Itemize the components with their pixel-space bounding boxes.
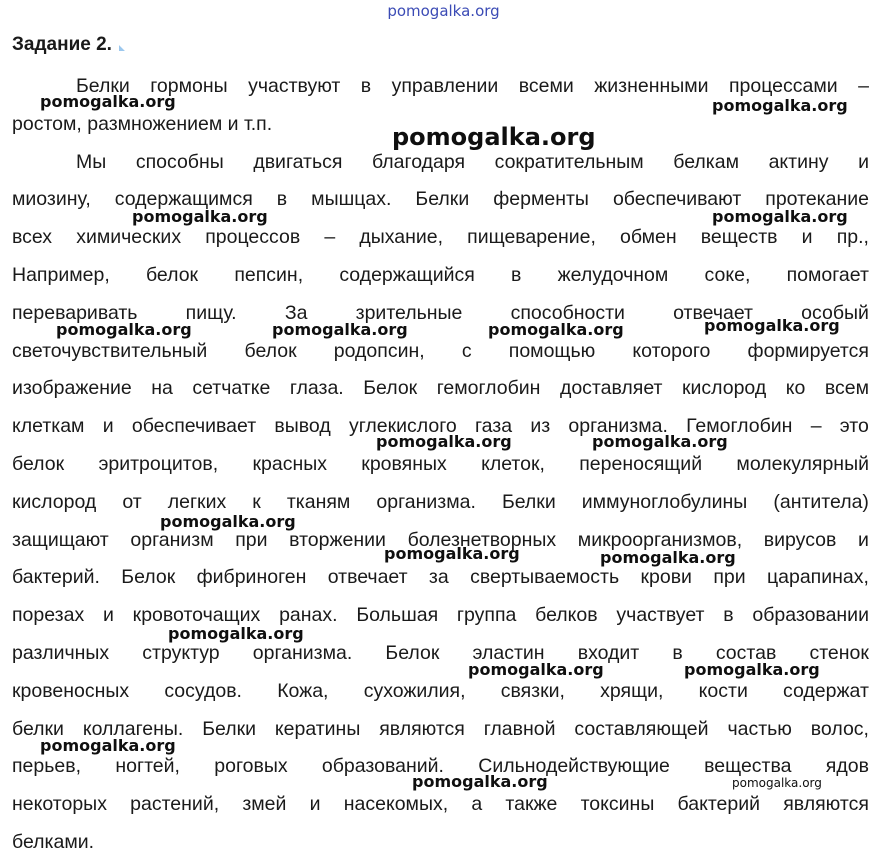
watermark: pomogalka.org: [712, 207, 848, 226]
text-line: защищают организм при вторжении болезнетворных микроорганизмов, вирусов и: [12, 528, 869, 551]
watermark: pomogalka.org: [56, 320, 192, 339]
text-line: ростом, размножением и т.п.: [12, 112, 273, 135]
text-line: различных структур организма. Белок эластин входит в состав стенок: [12, 641, 869, 664]
watermark: pomogalka.org: [376, 432, 512, 451]
text-line: Мы способны двигаться благодаря сократительным белкам актину и: [76, 150, 869, 173]
text-line: Белки гормоны участвуют в управлении всеми жизненными процессами –: [76, 75, 869, 97]
watermark: pomogalka.org: [40, 92, 176, 111]
watermark: pomogalka.org: [412, 772, 548, 791]
watermark: pomogalka.org: [704, 316, 840, 335]
watermark: pomogalka.org: [384, 544, 520, 563]
task-title: [12, 34, 125, 56]
text-line: белок эритроцитов, красных кровяных клеток, переносящий молекулярный: [12, 452, 869, 475]
text-line: перьев, ногтей, роговых образований. Сильнодействующие вещества ядов: [12, 755, 869, 778]
text-line: Например, белок пепсин, содержащийся в желудочном соке, помогает: [12, 263, 869, 286]
text-line: бактерий. Белок фибриноген отвечает за свертываемость крови при царапинах,: [12, 566, 869, 589]
text-line: переваривать пищу. За зрительные способности отвечает особый: [12, 301, 869, 324]
text-line: светочувствительный белок родопсин, с помощью которого формируется: [12, 339, 869, 362]
text-line: миозину, содержащимся в мышцах. Белки ферменты обеспечивают протекание: [12, 188, 869, 211]
watermark: pomogalka.org: [40, 736, 176, 755]
watermark: pomogalka.org: [488, 320, 624, 339]
watermark-small: pomogalka.org: [732, 776, 822, 790]
watermark-large: pomogalka.org: [392, 123, 596, 151]
watermark: pomogalka.org: [712, 96, 848, 115]
text-line: белки коллагены. Белки кератины являются главной составляющей частью волос,: [12, 717, 869, 740]
watermark: pomogalka.org: [168, 624, 304, 643]
text-line: клеткам и обеспечивает вывод углекислого газа из организма. Гемоглобин – это: [12, 415, 869, 438]
text-line: некоторых растений, змей и насекомых, а также токсины бактерий являются: [12, 793, 869, 816]
watermark: pomogalka.org: [132, 207, 268, 226]
corner-mark-icon: [119, 45, 125, 51]
task-title-text: Задание 2.: [12, 34, 112, 55]
text-line: порезах и кровоточащих ранах. Большая группа белков участвует в образовании: [12, 604, 869, 627]
text-line: всех химических процессов – дыхание, пищеварение, обмен веществ и пр.,: [12, 226, 869, 249]
watermark: pomogalka.org: [600, 548, 736, 567]
site-header-watermark: pomogalka.org: [387, 2, 500, 20]
watermark: pomogalka.org: [272, 320, 408, 339]
text-line: кислород от легких к тканям организма. Белки иммуноглобулины (антитела): [12, 490, 869, 513]
watermark: pomogalka.org: [160, 512, 296, 531]
text-line: белками.: [12, 830, 95, 853]
watermark: pomogalka.org: [684, 660, 820, 679]
text-line: кровеносных сосудов. Кожа, сухожилия, связки, хрящи, кости содержат: [12, 679, 869, 702]
text-line: изображение на сетчатке глаза. Белок гемоглобин доставляет кислород ко всем: [12, 377, 869, 400]
watermark: pomogalka.org: [592, 432, 728, 451]
watermark: pomogalka.org: [468, 660, 604, 679]
